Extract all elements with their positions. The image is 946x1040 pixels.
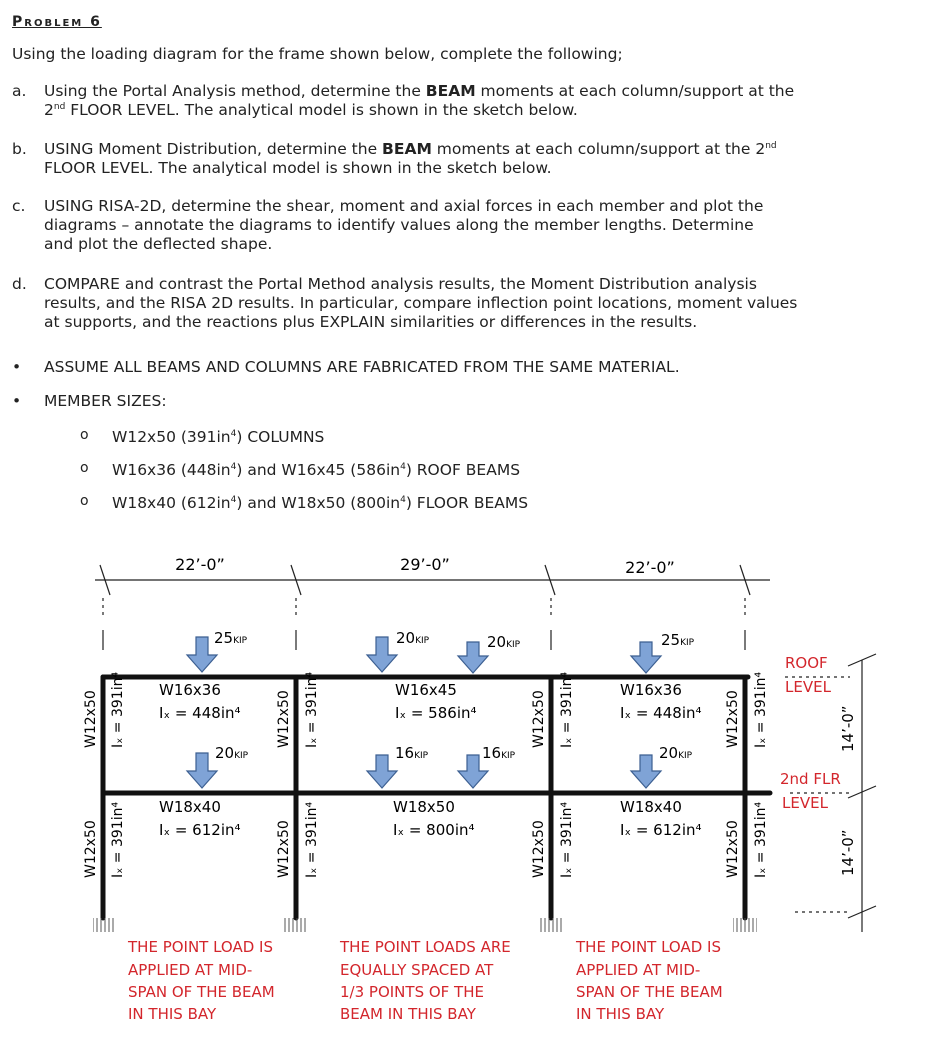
roof-load-label: 25KIP [661, 631, 695, 649]
fixed-support-icon [539, 918, 563, 932]
floor-load-label: 20KIP [659, 744, 693, 762]
note-line: THE POINT LOAD IS [576, 938, 722, 956]
roof-load-label: 20KIP [396, 629, 430, 647]
sub-bullet-mark: o [80, 427, 89, 443]
span-label: 29’-0” [400, 555, 450, 574]
column-size: W12x50 [276, 820, 292, 878]
problem-title: Problem 6 [12, 14, 102, 30]
down-arrow-icon [187, 753, 217, 788]
column-size: W12x50 [276, 690, 292, 748]
column-ix: Iₓ = 391in⁴ [304, 671, 320, 748]
task-text: FLOOR LEVEL. The analytical model is shown in the sketch below. [44, 159, 552, 177]
task-label: a. [12, 82, 27, 100]
down-arrow-icon [367, 755, 397, 788]
floor-load-label: 16KIP [482, 744, 516, 762]
fixed-support-icon [733, 918, 757, 932]
level-labels [780, 654, 841, 812]
task-c [12, 197, 940, 257]
down-arrow-icon [458, 642, 488, 673]
floor-beam-ix: Iₓ = 800in⁴ [393, 821, 475, 839]
column-size: W12x50 [83, 820, 99, 878]
member-text: ) and W18x50 (800in [236, 494, 401, 512]
floor-beam-ix: Iₓ = 612in⁴ [159, 821, 241, 839]
level-label: LEVEL [785, 678, 831, 696]
fixed-support-icon [93, 918, 115, 932]
fixed-supports [93, 918, 757, 932]
level-label: 2nd FLR [780, 770, 841, 788]
note-line: THE POINT LOAD IS [128, 938, 274, 956]
column-size: W12x50 [531, 690, 547, 748]
note-line: APPLIED AT MID- [576, 961, 701, 979]
task-text: moments at each column/support at the 2 [431, 140, 766, 158]
height-label: 14’-0” [839, 829, 857, 876]
task-bold: BEAM [425, 82, 476, 100]
task-text: FLOOR LEVEL. The analytical model is shown in the sketch below. [65, 101, 578, 119]
member-text: W18x40 (612in [112, 494, 231, 512]
member-text: ) and W16x45 (586in [236, 461, 401, 479]
floor-beam-size: W18x40 [620, 798, 682, 816]
task-text: at supports, and the reactions plus EXPLAIN similarities or differences in the results. [44, 313, 698, 331]
roof-load-label: 20KIP [487, 633, 521, 651]
task-text: diagrams – annotate the diagrams to identify values along the member lengths. Determine [44, 216, 754, 234]
member-text: W12x50 (391in [112, 428, 231, 446]
member-text: W16x36 (448in [112, 461, 231, 479]
roof-load-label: 25KIP [214, 629, 248, 647]
task-a [12, 82, 940, 122]
roof-beam-size: W16x36 [159, 681, 221, 699]
column-labels [83, 672, 769, 878]
task-text: moments at each column/support at the [475, 82, 795, 100]
task-text: Using the Portal Analysis method, determine the [44, 82, 426, 100]
superscript: 4 [400, 495, 406, 505]
bullet-text: MEMBER SIZES: [44, 392, 167, 410]
task-text: 2 [44, 101, 54, 119]
task-label: d. [12, 275, 27, 293]
roof-beam-size: W16x45 [395, 681, 457, 699]
task-bold: BEAM [382, 140, 432, 158]
down-arrow-icon [187, 637, 217, 672]
column-size: W12x50 [725, 820, 741, 878]
column-ix: Iₓ = 391in⁴ [304, 801, 320, 878]
note-line: SPAN OF THE BEAM [576, 983, 723, 1001]
span-label: 22’-0” [175, 555, 225, 574]
note-line: BEAM IN THIS BAY [340, 1005, 476, 1023]
superscript: 4 [400, 462, 406, 472]
column-size: W12x50 [725, 690, 741, 748]
note-line: IN THIS BAY [128, 1005, 217, 1023]
column-size: W12x50 [531, 820, 547, 878]
bullet-mark: • [12, 392, 22, 410]
superscript: 4 [230, 495, 237, 505]
note-line: APPLIED AT MID- [128, 961, 253, 979]
task-d [12, 275, 940, 335]
roof-beam-ix: Iₓ = 448in⁴ [620, 704, 702, 722]
floor-beam-size: W18x50 [393, 798, 455, 816]
task-text: results, and the RISA 2D results. In particular, compare inflection point locations, moment values [44, 294, 798, 312]
floor-load-label: 16KIP [395, 744, 429, 762]
task-text: USING Moment Distribution, determine the [44, 140, 383, 158]
note-line: THE POINT LOADS ARE [340, 938, 511, 956]
span-label: 22’-0” [625, 558, 675, 577]
bullet-text: ASSUME ALL BEAMS AND COLUMNS ARE FABRICATED FROM THE SAME MATERIAL. [44, 358, 680, 376]
column-ix: Iₓ = 391in⁴ [559, 801, 575, 878]
floor-beam-ix: Iₓ = 612in⁴ [620, 821, 702, 839]
floor-load-label: 20KIP [215, 744, 249, 762]
fixed-support-icon [284, 918, 308, 932]
intro-text: Using the loading diagram for the frame shown below, complete the following; [12, 45, 623, 63]
task-text: and plot the deflected shape. [44, 235, 273, 253]
superscript: 4 [230, 462, 237, 472]
height-label: 14’-0” [839, 705, 857, 752]
down-arrow-icon [631, 642, 661, 673]
column-ix: Iₓ = 391in⁴ [559, 671, 575, 748]
task-label: b. [12, 140, 27, 158]
roof-beam-ix: Iₓ = 448in⁴ [159, 704, 241, 722]
note-line: IN THIS BAY [576, 1005, 665, 1023]
column-ix: Iₓ = 391in⁴ [110, 671, 126, 748]
note-line: EQUALLY SPACED AT [340, 961, 494, 979]
down-arrow-icon [367, 637, 397, 672]
task-b [12, 140, 940, 180]
frame-diagram [0, 540, 946, 1040]
task-label: c. [12, 197, 26, 215]
note-line: SPAN OF THE BEAM [128, 983, 275, 1001]
superscript: nd [765, 141, 777, 151]
column-ix: Iₓ = 391in⁴ [753, 671, 769, 748]
sub-bullet-mark: o [80, 460, 89, 476]
bullet-mark: • [12, 358, 22, 376]
floor-beam-size: W18x40 [159, 798, 221, 816]
down-arrow-icon [631, 755, 661, 788]
roof-beam-ix: Iₓ = 586in⁴ [395, 704, 477, 722]
column-ix: Iₓ = 391in⁴ [753, 801, 769, 878]
member-text: ) FLOOR BEAMS [405, 494, 529, 512]
superscript: 4 [230, 429, 237, 439]
member-text: ) COLUMNS [236, 428, 325, 446]
sub-bullet-mark: o [80, 493, 89, 509]
level-label: LEVEL [782, 794, 828, 812]
roof-beam-size: W16x36 [620, 681, 682, 699]
column-ix: Iₓ = 391in⁴ [110, 801, 126, 878]
level-label: ROOF [785, 654, 828, 672]
bay-notes [127, 938, 723, 1023]
task-text: COMPARE and contrast the Portal Method analysis results, the Moment Distribution analysis [44, 275, 757, 293]
note-line: 1/3 POINTS OF THE [340, 983, 484, 1001]
superscript: nd [53, 102, 66, 112]
member-text: ) ROOF BEAMS [405, 461, 521, 479]
task-text: USING RISA-2D, determine the shear, moment and axial forces in each member and plot the [44, 197, 764, 215]
column-size: W12x50 [83, 690, 99, 748]
